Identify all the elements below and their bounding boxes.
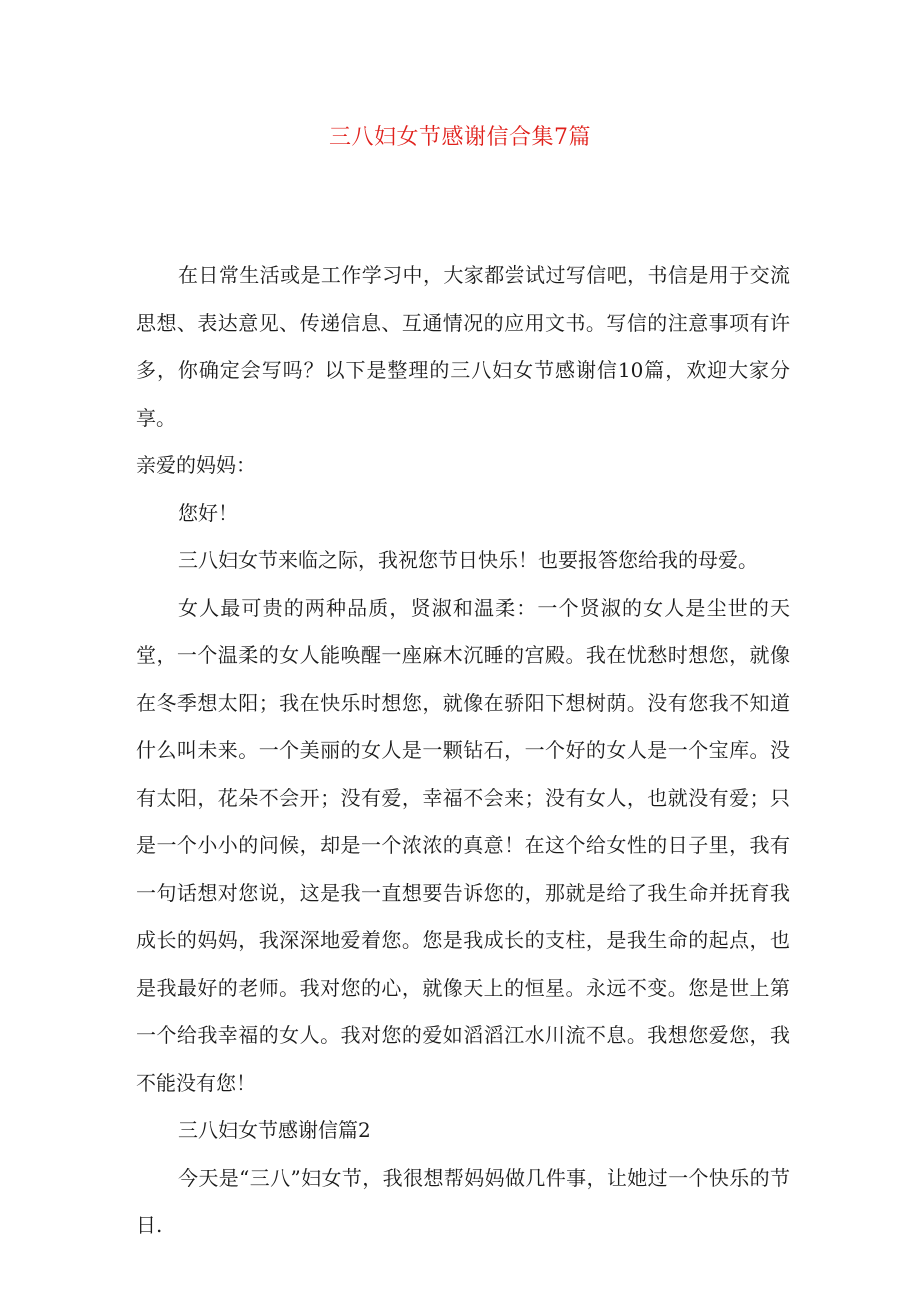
section-heading-letter-2: 三八妇女节感谢信篇2 (178, 1118, 371, 1142)
letter-opening-paragraph: 三八妇女节来临之际，我祝您节日快乐！也要报答您给我的母爱。 (178, 548, 758, 572)
letter-main-paragraph: 女人最可贵的两种品质，贤淑和温柔：一个贤淑的女人是尘世的天堂，一个温柔的女人能唤醒一座麻木沉睡的宫殿。我在忧愁时想您，就像在冬季想太阳；我在快乐时想您，就像在骄阳下想树荫。没有您我不知道什么叫未来。一个美丽的女人是一颗钻石，一个好的女人是一个宝库。没有太阳，花朵不会开；没有爱，幸福不会来；没有女人，也就没有爱；只是一个小小的问候，却是一个浓浓的真意！在这个给女性的日子里，我有一句话想对您说，这是我一直想要告诉您的，那就是给了我生命并抚育我成长的妈妈，我深深地爱着您。您是我成长的支柱，是我生命的起点，也是我最好的老师。我对您的心，就像天上的恒星。永远不变。您是世上第一个给我幸福的女人。我对您的爱如滔滔江水川流不息。我想您爱您，我不能没有您！ (136, 595, 790, 1095)
letter-greeting: 您好！ (178, 500, 238, 525)
letter-salutation: 亲爱的妈妈： (136, 453, 256, 477)
document-body (136, 252, 790, 1250)
intro-paragraph: 在日常生活或是工作学习中，大家都尝试过写信吧，书信是用于交流思想、表达意见、传递信息、互通情况的应用文书。写信的注意事项有许多，你确定会写吗？以下是整理的三八妇女节感谢信10篇，欢迎大家分享。 (136, 263, 790, 430)
letter-2-paragraph: 今天是“三八”妇女节，我很想帮妈妈做几件事，让她过一个快乐的节日. (136, 1165, 790, 1237)
document-title: 三八妇女节感谢信合集7篇 (329, 125, 591, 150)
